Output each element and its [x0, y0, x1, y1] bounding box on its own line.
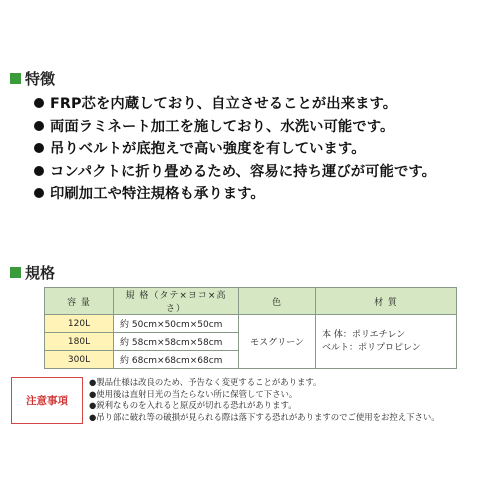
- header-size: 規 格（タテ×ヨコ×高さ）: [114, 288, 239, 315]
- header-material: 材 質: [316, 288, 457, 315]
- size-cell: 約 50cm×50cm×50cm: [114, 315, 239, 333]
- feature-text: コンパクトに折り畳めるため、容易に持ち運びが可能です。: [50, 163, 436, 180]
- spec-table: [44, 287, 457, 369]
- spec-heading-text: 規格: [25, 264, 56, 282]
- caution-label: [11, 377, 83, 424]
- caution-note: ●使用後は直射日光の当たらない所に保管して下さい。: [89, 388, 298, 399]
- bullet-icon: [34, 143, 44, 153]
- features-heading: [10, 68, 55, 89]
- header-capacity: 容 量: [45, 288, 114, 315]
- features-list: [34, 92, 436, 205]
- material-belt: ベルト：ポリプロピレン: [322, 342, 421, 353]
- caution-label-text: 注意事項: [26, 395, 68, 407]
- feature-text: 印刷加工や特注規格も承ります。: [50, 186, 265, 203]
- square-bullet-icon: [10, 73, 21, 84]
- feature-item: [34, 115, 436, 138]
- feature-item: [34, 160, 436, 183]
- feature-item: [34, 92, 436, 115]
- color-cell: モスグリーン: [239, 315, 316, 369]
- feature-text: 吊りベルトが底抱えで高い強度を有しています。: [50, 141, 366, 158]
- caution-notes: [89, 377, 440, 423]
- bullet-icon: [34, 121, 44, 131]
- material-body: 本 体：ポリエチレン: [322, 329, 406, 340]
- header-color: 色: [239, 288, 316, 315]
- spec-header-row: [45, 288, 457, 315]
- spec-heading: [10, 262, 55, 283]
- bullet-icon: [34, 166, 44, 176]
- material-cell: [316, 315, 457, 369]
- square-bullet-icon: [10, 267, 21, 278]
- capacity-cell: 300L: [45, 351, 114, 369]
- feature-item: [34, 137, 436, 160]
- table-row: [45, 315, 457, 333]
- caution-note: ●製品仕様は改良のため、予告なく変更することがあります。: [89, 377, 322, 387]
- capacity-cell: 180L: [45, 333, 114, 351]
- feature-item: [34, 182, 436, 205]
- bullet-icon: [34, 98, 44, 108]
- size-cell: 約 68cm×68cm×68cm: [114, 351, 239, 369]
- capacity-cell: 120L: [45, 315, 114, 333]
- feature-text: 両面ラミネート加工を施しており、水洗い可能です。: [50, 118, 395, 135]
- caution-note: ●鋭利なものを入れると原反が切れる恐れがあります。: [89, 400, 297, 410]
- feature-text: FRP芯を内蔵しており、自立させることが出来ます。: [50, 96, 398, 113]
- caution-note: ●吊り部に破れ等の破損が見られる際は落下する恐れがありますのでご使用をお控え下さい。: [89, 411, 440, 422]
- bullet-icon: [34, 188, 44, 198]
- features-heading-text: 特徴: [25, 70, 56, 88]
- size-cell: 約 58cm×58cm×58cm: [114, 333, 239, 351]
